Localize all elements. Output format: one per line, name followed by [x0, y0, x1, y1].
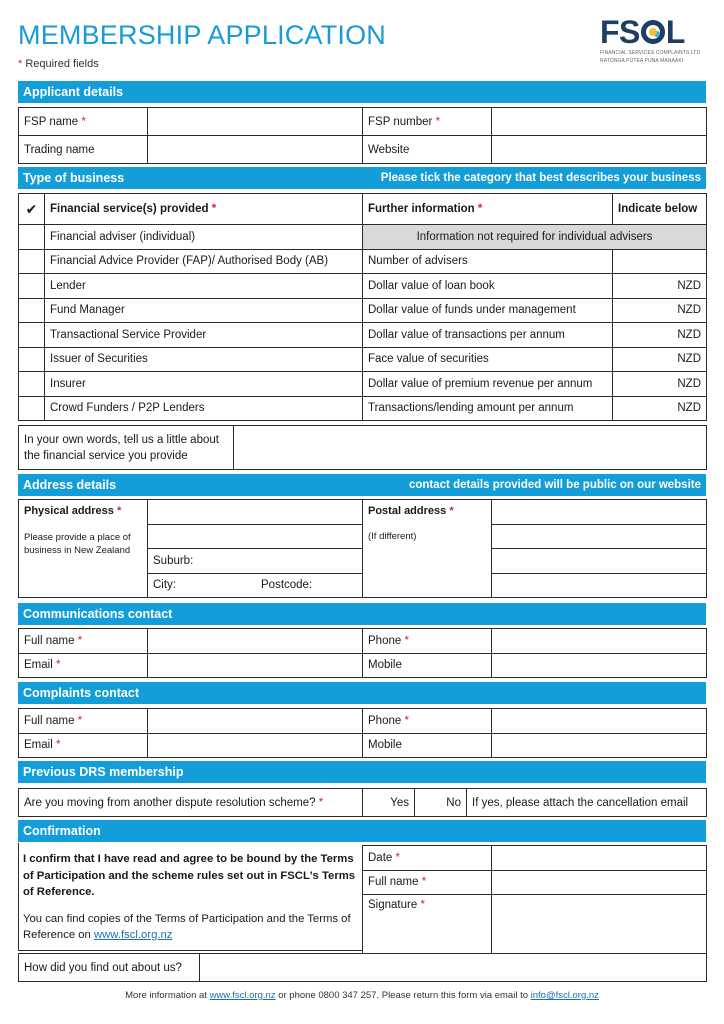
- tick-box[interactable]: [19, 225, 45, 250]
- physical-address-line-1[interactable]: [148, 500, 363, 525]
- table-row: [19, 709, 707, 734]
- service-label: Issuer of Securities: [45, 347, 363, 372]
- confirmation-text: [23, 851, 358, 944]
- own-words-label: In your own words, tell us a little about the financial service you provide: [19, 426, 234, 470]
- info-label: Dollar value of funds under management: [363, 298, 613, 323]
- indicate-field[interactable]: NZD: [613, 323, 707, 348]
- comms-phone-field[interactable]: [492, 629, 707, 654]
- confirmation-statement: I confirm that I have read and agree to be bound by the Terms of Participation and the scheme rules set out in FSCL's Terms of Reference.: [23, 853, 356, 898]
- info-label: Dollar value of transactions per annum: [363, 323, 613, 348]
- table-row: [19, 347, 707, 372]
- section-header-drs: [18, 761, 706, 783]
- tick-column-header-icon: ✔: [19, 194, 45, 225]
- required-fields-label: Required fields: [25, 58, 99, 70]
- own-words-field[interactable]: [234, 426, 707, 470]
- info-label: Number of advisers: [363, 249, 613, 274]
- fscl-logo: [600, 16, 710, 66]
- table-row: [19, 500, 707, 525]
- fsp-name-label: FSP name *: [19, 108, 148, 136]
- section-note: Please tick the category that best describes your business: [380, 172, 701, 184]
- postal-address-line-2[interactable]: [492, 524, 707, 549]
- signature-table: [362, 845, 707, 954]
- logo-letters-fs: FS: [600, 14, 640, 50]
- indicate-field[interactable]: NZD: [613, 274, 707, 299]
- find-out-field[interactable]: [200, 954, 707, 982]
- section-title: Applicant details: [23, 85, 124, 99]
- drs-no-option[interactable]: No: [415, 789, 467, 817]
- section-header-applicant: [18, 81, 706, 103]
- table-row: [19, 108, 707, 136]
- indicate-field[interactable]: NZD: [613, 347, 707, 372]
- postal-address-line-4[interactable]: [492, 573, 707, 598]
- table-row: [19, 789, 707, 817]
- logo-wordmark: [600, 16, 710, 48]
- tick-box[interactable]: [19, 347, 45, 372]
- date-field[interactable]: [492, 846, 707, 871]
- indicate-field[interactable]: NZD: [613, 372, 707, 397]
- trading-name-label: Trading name: [19, 136, 148, 164]
- postcode-label: Postcode:: [261, 579, 313, 592]
- comms-email-label: Email *: [19, 653, 148, 678]
- logo-subtitle-2: RATONGA PŪTEA PUNA MANAAKI: [600, 58, 684, 64]
- page-title: MEMBERSHIP APPLICATION: [18, 20, 386, 50]
- table-header-row: [19, 194, 707, 225]
- table-row: [19, 274, 707, 299]
- date-label: Date *: [363, 846, 492, 871]
- section-title: Complaints contact: [23, 686, 139, 700]
- table-row: [19, 426, 707, 470]
- own-words-table: [18, 425, 707, 470]
- indicate-field[interactable]: NZD: [613, 396, 707, 421]
- table-row: [19, 136, 707, 164]
- table-row: [19, 629, 707, 654]
- signature-label: Signature *: [363, 895, 492, 954]
- table-row: [363, 870, 707, 895]
- comms-mobile-label: Mobile: [363, 653, 492, 678]
- section-header-business: [18, 167, 706, 189]
- footer-email-link[interactable]: info@fscl.org.nz: [530, 990, 599, 1001]
- table-row: [19, 733, 707, 758]
- info-label: Face value of securities: [363, 347, 613, 372]
- logo-letter-l: L: [665, 14, 685, 50]
- section-title: Previous DRS membership: [23, 765, 184, 779]
- service-label: Fund Manager: [45, 298, 363, 323]
- info-label: Dollar value of loan book: [363, 274, 613, 299]
- col-header-service: Financial service(s) provided *: [45, 194, 363, 225]
- fsp-number-label: FSP number *: [363, 108, 492, 136]
- complaints-phone-label: Phone *: [363, 709, 492, 734]
- website-label: Website: [363, 136, 492, 164]
- col-header-indicate: Indicate below: [613, 194, 707, 225]
- section-header-address: [18, 474, 706, 496]
- complaints-mobile-field[interactable]: [492, 733, 707, 758]
- indicate-field[interactable]: NZD: [613, 298, 707, 323]
- section-header-complaints: [18, 682, 706, 704]
- footer-prefix: More information at: [125, 990, 207, 1001]
- drs-note: If yes, please attach the cancellation email: [467, 789, 707, 817]
- complaints-email-field[interactable]: [148, 733, 363, 758]
- comms-full-name-field[interactable]: [148, 629, 363, 654]
- section-note: contact details provided will be public on our website: [408, 479, 701, 491]
- applicant-table: [18, 107, 707, 164]
- service-label: Crowd Funders / P2P Lenders: [45, 396, 363, 421]
- table-row: [19, 653, 707, 678]
- section-title: Communications contact: [23, 607, 173, 621]
- complaints-table: [18, 708, 707, 758]
- tick-box[interactable]: [19, 249, 45, 274]
- table-row: [19, 954, 707, 982]
- find-out-table: [18, 953, 707, 982]
- complaints-mobile-label: Mobile: [363, 733, 492, 758]
- service-label: Lender: [45, 274, 363, 299]
- section-title: Confirmation: [23, 824, 101, 838]
- trading-name-field[interactable]: [148, 136, 363, 164]
- confirm-full-name-field[interactable]: [492, 870, 707, 895]
- city-label: City:: [153, 579, 176, 592]
- confirm-full-name-label: Full name *: [363, 870, 492, 895]
- city-postcode-field[interactable]: [148, 573, 363, 598]
- indicate-field[interactable]: [613, 249, 707, 274]
- drs-table: [18, 788, 707, 817]
- tick-box[interactable]: [19, 396, 45, 421]
- required-marker: *: [18, 58, 23, 70]
- section-header-confirmation: [18, 820, 706, 842]
- footer: [0, 990, 724, 1001]
- tick-box[interactable]: [19, 274, 45, 299]
- table-row: [19, 323, 707, 348]
- physical-address-line-2[interactable]: [148, 524, 363, 549]
- complaints-email-label: Email *: [19, 733, 148, 758]
- logo-subtitle-1: FINANCIAL SERVICES COMPLAINTS LTD: [600, 50, 701, 56]
- service-label: Financial adviser (individual): [45, 225, 363, 250]
- info-label: Transactions/lending amount per annum: [363, 396, 613, 421]
- address-table: [18, 499, 707, 598]
- postal-address-label-cell: Postal address * (If different): [363, 500, 492, 598]
- footer-website-link[interactable]: www.fscl.org.nz: [209, 990, 276, 1001]
- signature-field[interactable]: [492, 895, 707, 954]
- copies-text-block: [23, 911, 358, 944]
- table-row: [19, 225, 707, 250]
- terms-link[interactable]: www.fscl.org.nz: [93, 929, 173, 941]
- service-label: Insurer: [45, 372, 363, 397]
- drs-yes-option[interactable]: Yes: [363, 789, 415, 817]
- table-row: [19, 372, 707, 397]
- business-table: [18, 193, 707, 421]
- website-field[interactable]: [492, 136, 707, 164]
- postal-address-line-1[interactable]: [492, 500, 707, 525]
- find-out-label: How did you find out about us?: [19, 954, 200, 982]
- comms-mobile-field[interactable]: [492, 653, 707, 678]
- comms-email-field[interactable]: [148, 653, 363, 678]
- tick-box[interactable]: [19, 323, 45, 348]
- info-label: Dollar value of premium revenue per annum: [363, 372, 613, 397]
- service-label: Financial Advice Provider (FAP)/ Authorised Body (AB): [45, 249, 363, 274]
- physical-address-label-cell: Physical address * Please provide a place of business in New Zealand: [19, 500, 148, 598]
- communications-table: [18, 628, 707, 678]
- section-title: Address details: [23, 478, 117, 492]
- postal-address-line-3[interactable]: [492, 549, 707, 574]
- fsp-number-field[interactable]: [492, 108, 707, 136]
- info-not-required-note: Information not required for individual advisers: [363, 225, 707, 250]
- col-header-info: Further information *: [363, 194, 613, 225]
- service-label: Transactional Service Provider: [45, 323, 363, 348]
- tick-box[interactable]: [19, 372, 45, 397]
- section-header-communications: [18, 603, 706, 625]
- table-row: [363, 846, 707, 871]
- complaints-phone-field[interactable]: [492, 709, 707, 734]
- table-row: [19, 396, 707, 421]
- table-row: [19, 249, 707, 274]
- comms-phone-label: Phone *: [363, 629, 492, 654]
- table-row: [363, 895, 707, 954]
- copies-text: You can find copies of the Terms of Participation and the Terms of Reference on: [23, 912, 351, 941]
- table-row: [19, 298, 707, 323]
- fsp-name-field[interactable]: [148, 108, 363, 136]
- footer-middle-text: or phone 0800 347 257. Please return this form via email to: [278, 990, 528, 1001]
- drs-question: Are you moving from another dispute resolution scheme? *: [19, 789, 363, 817]
- section-title: Type of business: [23, 171, 125, 185]
- complaints-full-name-field[interactable]: [148, 709, 363, 734]
- comms-full-name-label: Full name *: [19, 629, 148, 654]
- required-fields-note: [18, 58, 99, 70]
- suburb-field[interactable]: Suburb:: [148, 549, 363, 574]
- logo-c-emblem-icon: [641, 20, 665, 44]
- tick-box[interactable]: [19, 298, 45, 323]
- complaints-full-name-label: Full name *: [19, 709, 148, 734]
